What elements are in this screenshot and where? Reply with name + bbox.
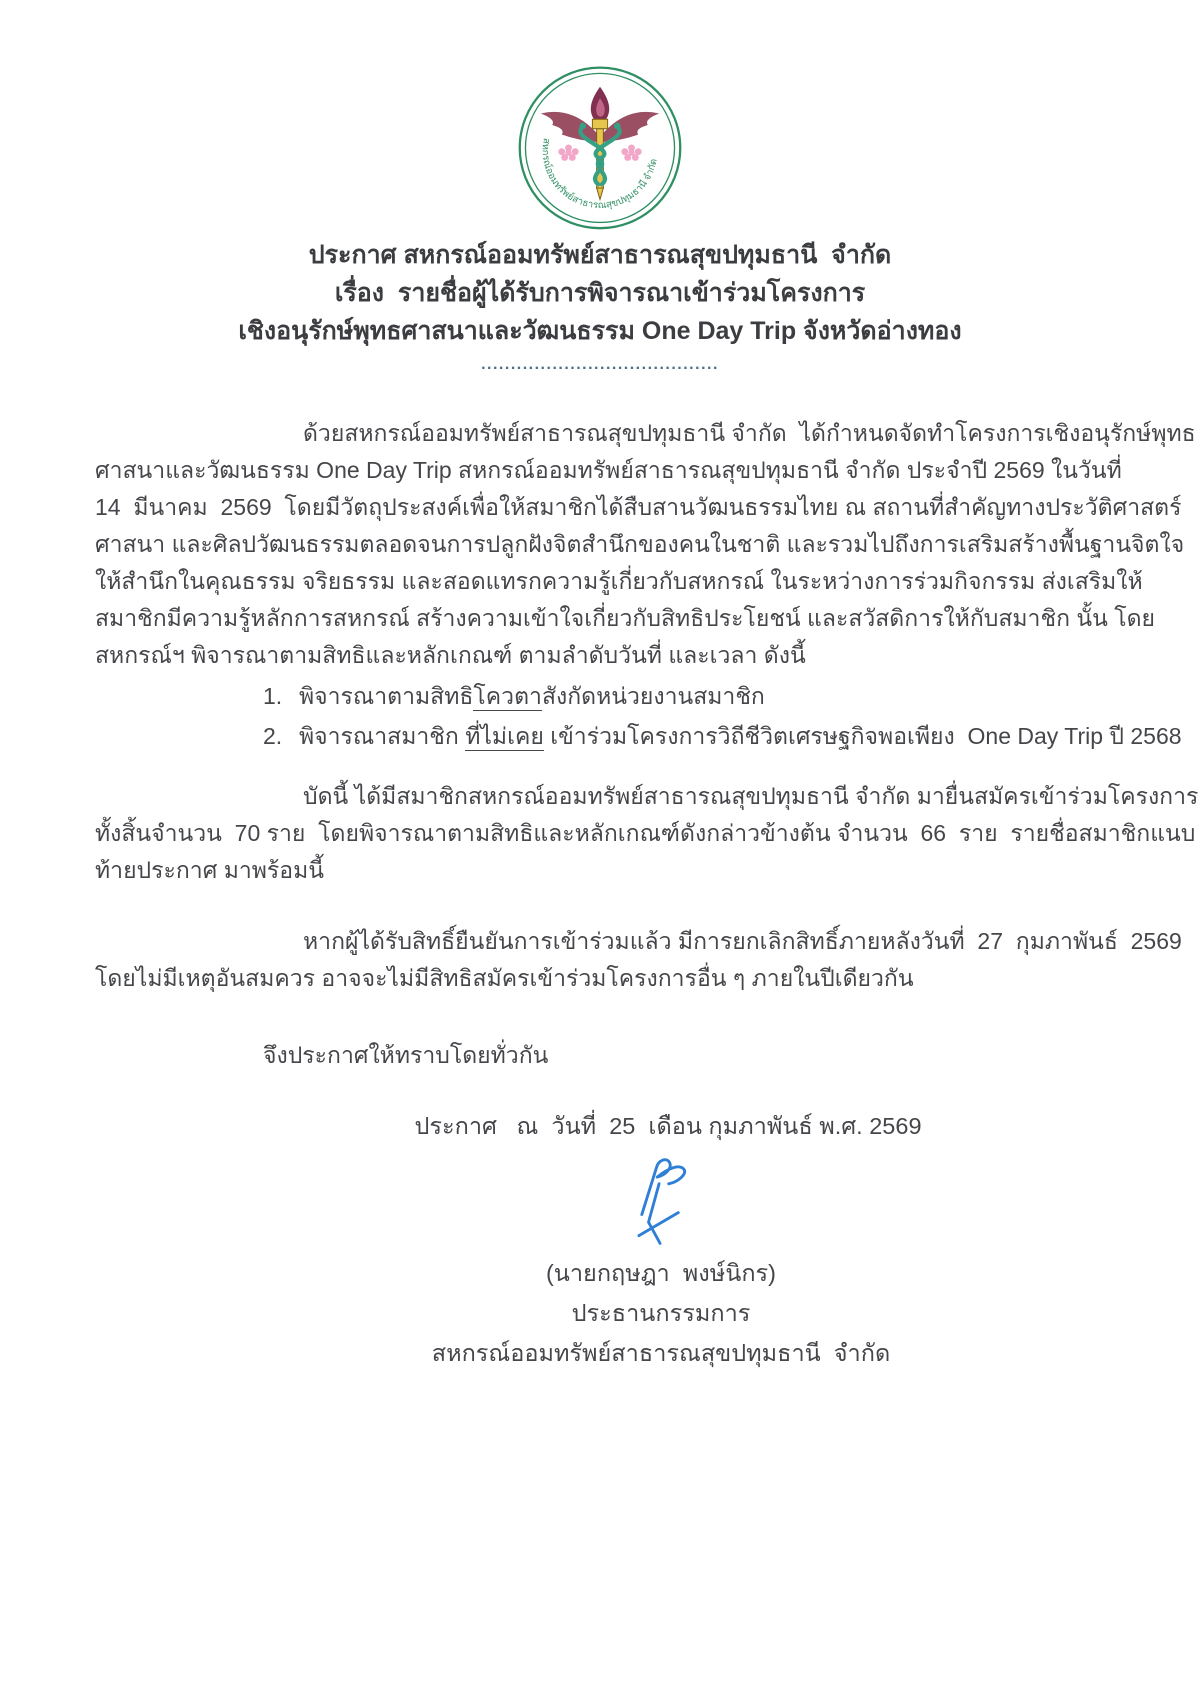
text-line: ให้สำนึกในคุณธรรม จริยธรรม และสอดแทรกความรู้เกี่ยวกับสหกรณ์ ในระหว่างการร่วมกิจกรรม ส่งเสริมให้ bbox=[95, 568, 1143, 594]
sign-off-block bbox=[95, 1108, 1117, 1373]
text-line: ทั้งสิ้นจำนวน 70 ราย โดยพิจารณาตามสิทธิและหลักเกณฑ์ดังกล่าวข้างต้น จำนวน 66 ราย รายชื่อสมาชิกแนบ bbox=[95, 820, 1196, 846]
list-item-2-text-post: เข้าร่วมโครงการวิถีชีวิตเศรษฐกิจพอเพียง One Day Trip ปี 2568 bbox=[543, 723, 1182, 749]
seal-ring-text: สหกรณ์ออมทรัพย์สาธารณสุขปทุมธานี จำกัด bbox=[539, 137, 660, 212]
title-line-1: ประกาศ สหกรณ์ออมทรัพย์สาธารณสุขปทุมธานี จำกัด bbox=[308, 241, 892, 269]
coop-seal-icon bbox=[514, 60, 686, 232]
list-item-1-underlined: โควตา bbox=[473, 683, 542, 709]
list-item-2 bbox=[95, 716, 1182, 756]
signer-position: ประธานกรรมการ bbox=[571, 1300, 751, 1326]
paragraph-3 bbox=[95, 923, 1182, 997]
list-item-1-number: 1. bbox=[263, 683, 283, 709]
signer-name: (นายกฤษฎา พงษ์นิกร) bbox=[545, 1260, 777, 1286]
coop-seal-logo bbox=[0, 60, 1200, 232]
announcement-title bbox=[0, 236, 1200, 374]
text-line: ศาสนา และศิลปวัฒนธรรมตลอดจนการปลูกฝังจิตสำนึกของคนในชาติ และรวมไปถึงการเสริมสร้างพื้นฐานจิตใจ bbox=[95, 531, 1185, 557]
list-item-1 bbox=[95, 676, 1117, 716]
title-line-3: เชิงอนุรักษ์พุทธศาสนาและวัฒนธรรม One Day Trip จังหวัดอ่างทอง bbox=[238, 317, 962, 345]
handwritten-signature-icon bbox=[629, 1155, 693, 1251]
paragraph-1 bbox=[95, 415, 1196, 674]
text-line: ท้ายประกาศ มาพร้อมนี้ bbox=[95, 857, 324, 883]
list-item-2-text-pre: พิจารณาสมาชิก bbox=[299, 723, 466, 749]
closing-statement: จึงประกาศให้ทราบโดยทั่วกัน bbox=[263, 1042, 549, 1068]
paragraph-2 bbox=[95, 778, 1199, 889]
dotted-divider: ........................................ bbox=[481, 356, 719, 373]
list-item-2-underlined: ที่ไม่เคย bbox=[465, 723, 544, 749]
signature-area bbox=[205, 1155, 1117, 1251]
list-item-2-number: 2. bbox=[263, 723, 283, 749]
announcement-body bbox=[95, 415, 1199, 1074]
text-line: สหกรณ์ฯ พิจารณาตามสิทธิและหลักเกณฑ์ ตามลำดับวันที่ และเวลา ดังนี้ bbox=[95, 642, 806, 668]
text-line: ศาสนาและวัฒนธรรม One Day Trip สหกรณ์ออมทรัพย์สาธารณสุขปทุมธานี จำกัด ประจำปี 2569 ในวันที่ bbox=[95, 457, 1122, 483]
announcement-date: ประกาศ ณ วันที่ 25 เดือน กุมภาพันธ์ พ.ศ. 2569 bbox=[414, 1113, 922, 1139]
text-line: หากผู้ได้รับสิทธิ์ยืนยันการเข้าร่วมแล้ว มีการยกเลิกสิทธิ์ภายหลังวันที่ 27 กุมภาพันธ์ 2569 bbox=[303, 928, 1182, 954]
text-line: ด้วยสหกรณ์ออมทรัพย์สาธารณสุขปทุมธานี จำกัด ได้กำหนดจัดทำโครงการเชิงอนุรักษ์พุทธ bbox=[303, 420, 1196, 446]
text-line: สมาชิกมีความรู้หลักการสหกรณ์ สร้างความเข้าใจเกี่ยวกับสิทธิประโยชน์ และสวัสดิการให้กับสมาชิก นั้น โดย bbox=[95, 605, 1155, 631]
title-line-2: เรื่อง รายชื่อผู้ได้รับการพิจารณาเข้าร่วมโครงการ bbox=[334, 279, 866, 307]
text-line: 14 มีนาคม 2569 โดยมีวัตถุประสงค์เพื่อให้สมาชิกได้สืบสานวัฒนธรรมไทย ณ สถานที่สำคัญทางประวัติศาสตร์ bbox=[95, 494, 1182, 520]
list-item-1-text-pre: พิจารณาตามสิทธิ bbox=[299, 683, 474, 709]
text-line: บัดนี้ ได้มีสมาชิกสหกรณ์ออมทรัพย์สาธารณสุขปทุมธานี จำกัด มายื่นสมัครเข้าร่วมโครงการ bbox=[303, 783, 1199, 809]
criteria-list bbox=[95, 676, 1182, 756]
torch-flame-icon bbox=[591, 87, 609, 122]
text-line: โดยไม่มีเหตุอันสมควร อาจจะไม่มีสิทธิสมัครเข้าร่วมโครงการอื่น ๆ ภายในปีเดียวกัน bbox=[95, 965, 914, 991]
list-item-1-text-post: สังกัดหน่วยงานสมาชิก bbox=[541, 683, 765, 709]
signer-organization: สหกรณ์ออมทรัพย์สาธารณสุขปทุมธานี จำกัด bbox=[431, 1340, 891, 1366]
